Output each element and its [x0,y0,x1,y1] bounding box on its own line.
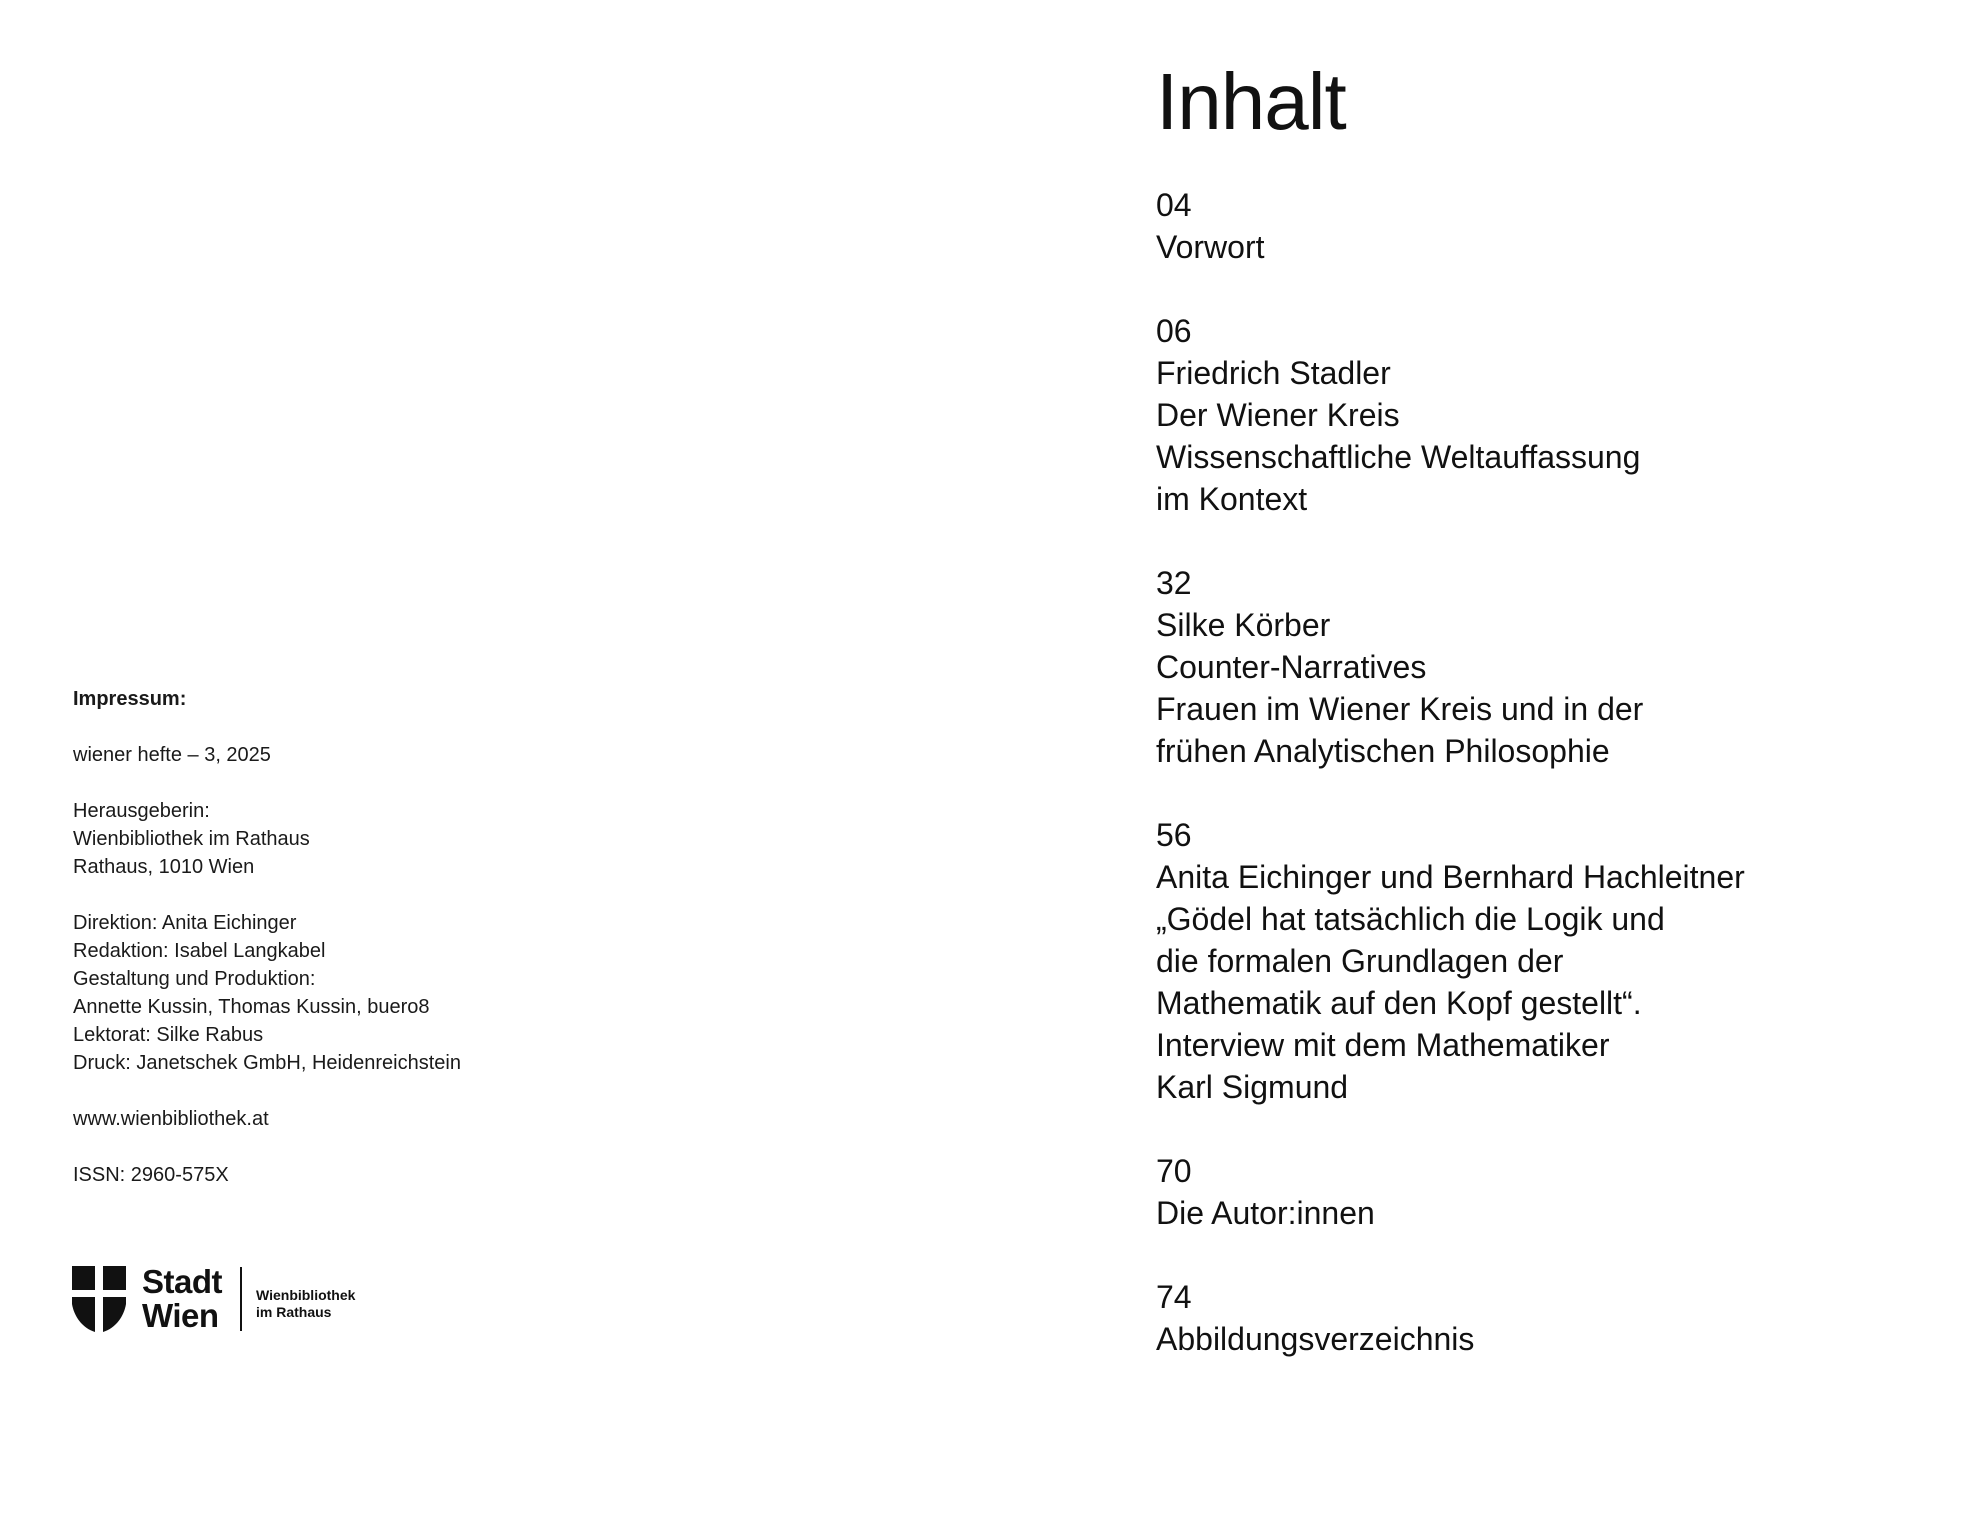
page-title: Inhalt [1156,57,1346,146]
toc-entry-line: Mathematik auf den Kopf gestellt“. [1156,985,1642,1021]
toc-page-number: 06 [1156,313,1192,349]
toc-entry-line: die formalen Grundlagen der [1156,943,1564,979]
druck: Druck: Janetschek GmbH, Heidenreichstein [73,1052,461,1074]
gestaltung-label: Gestaltung und Produktion: [73,968,316,990]
table-of-contents [1156,52,1936,1402]
toc-entry-line: Karl Sigmund [1156,1069,1349,1105]
toc-entry-line: Die Autor:innen [1156,1195,1375,1231]
logo-line-2: Wien [142,1297,219,1334]
vienna-shield-icon [72,1266,126,1332]
toc-entry-line: Frauen im Wiener Kreis und in der [1156,691,1644,727]
toc-entry-line: Abbildungsverzeichnis [1156,1321,1475,1357]
toc-entry-line: Counter-Narratives [1156,649,1427,685]
publisher-address: Rathaus, 1010 Wien [73,856,255,878]
stadt-wien-wordmark [142,1265,222,1333]
logo-sub-line-1: Wienbibliothek [256,1287,356,1303]
logo-divider [240,1267,242,1331]
series-info: wiener hefte – 3, 2025 [73,744,271,766]
toc-entry-line: Interview mit dem Mathematiker [1156,1027,1610,1063]
logo-sub-line-2: im Rathaus [256,1304,332,1320]
toc-entry[interactable] [1156,1150,1936,1234]
toc-entry-author: Silke Körber [1156,607,1331,643]
issn: ISSN: 2960-575X [73,1164,229,1186]
direktion: Direktion: Anita Eichinger [73,912,297,934]
redaktion: Redaktion: Isabel Langkabel [73,940,326,962]
toc-entry[interactable] [1156,814,1936,1108]
toc-page-number: 74 [1156,1279,1192,1315]
toc-entry[interactable] [1156,184,1936,268]
toc-entry-line: Wissenschaftliche Weltauffassung [1156,439,1641,475]
wienbibliothek-wordmark [256,1277,355,1321]
toc-entry-line: Der Wiener Kreis [1156,397,1400,433]
impressum-heading: Impressum: [73,688,187,710]
toc-entry-line: frühen Analytischen Philosophie [1156,733,1610,769]
toc-entry[interactable] [1156,562,1936,772]
toc-entry[interactable] [1156,310,1936,520]
stadt-wien-logo [72,1264,355,1334]
website-link[interactable]: www.wienbibliothek.at [73,1108,269,1130]
toc-page-number: 56 [1156,817,1192,853]
publisher-name: Wienbibliothek im Rathaus [73,828,310,850]
gestaltung-names: Annette Kussin, Thomas Kussin, buero8 [73,996,430,1018]
toc-entry-line: „Gödel hat tatsächlich die Logik und [1156,901,1665,937]
toc-entry-line: Vorwort [1156,229,1265,265]
toc-entry-author: Friedrich Stadler [1156,355,1391,391]
toc-entry-author: Anita Eichinger und Bernhard Hachleitner [1156,859,1745,895]
toc-entry-line: im Kontext [1156,481,1308,517]
toc-page-number: 04 [1156,187,1192,223]
toc-page-number: 70 [1156,1153,1192,1189]
logo-line-1: Stadt [142,1263,222,1300]
lektorat: Lektorat: Silke Rabus [73,1024,264,1046]
impressum [73,685,633,1189]
toc-entry[interactable] [1156,1276,1936,1360]
publisher-label: Herausgeberin: [73,800,210,822]
toc-page-number: 32 [1156,565,1192,601]
